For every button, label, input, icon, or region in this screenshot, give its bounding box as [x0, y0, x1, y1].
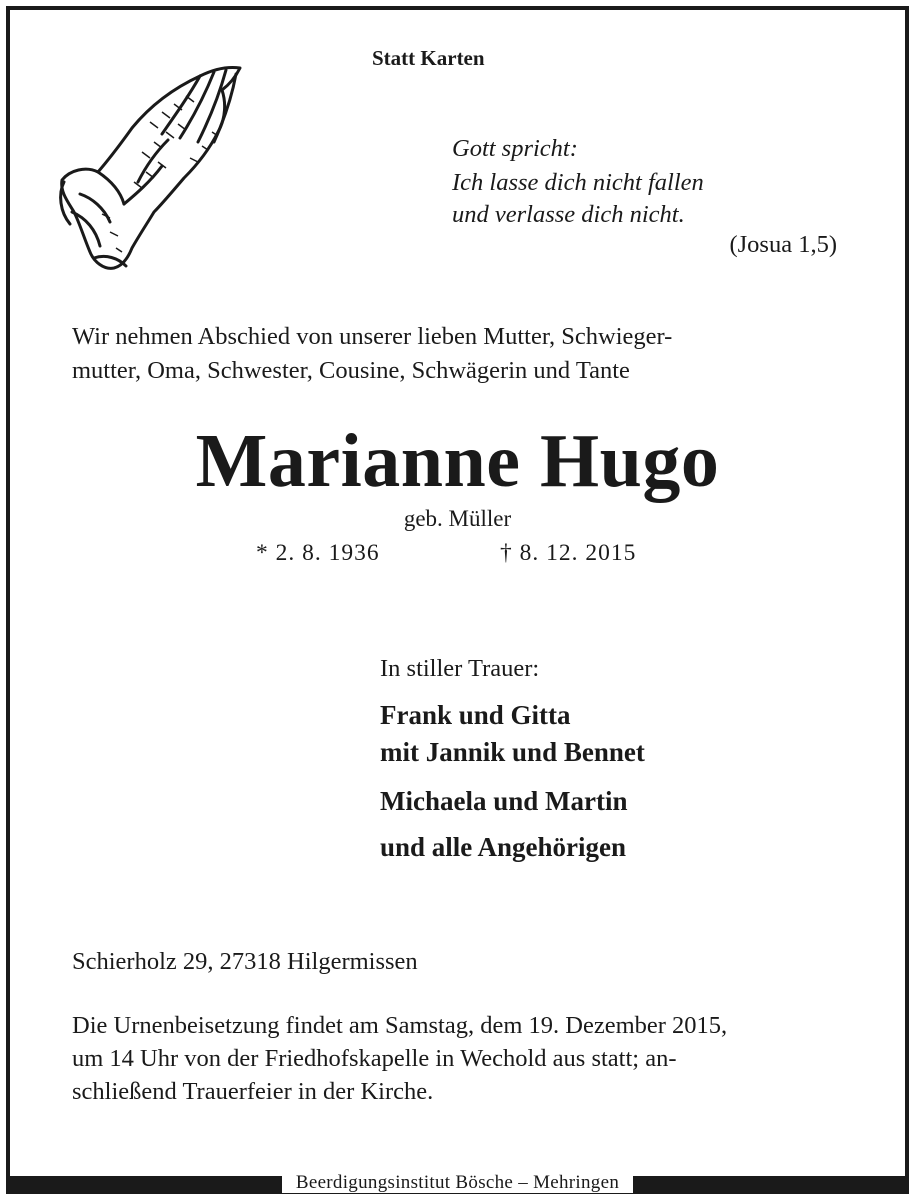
quote-line-2: Ich lasse dich nicht fallen — [452, 169, 704, 196]
mourners-heading: In stiller Trauer: — [380, 655, 540, 682]
mourner-line-4: und alle Angehörigen — [380, 832, 627, 862]
funeral-info-line-1: Die Urnenbeisetzung findet am Samstag, dem 19. Dezember 2015, — [72, 1012, 728, 1039]
footer — [0, 1172, 915, 1194]
mourner-line-1: Frank und Gitta — [380, 700, 571, 730]
praying-hands-icon — [50, 62, 255, 272]
header-label: Statt Karten — [372, 46, 485, 70]
mourner-line-3: Michaela und Martin — [380, 786, 628, 816]
funeral-info-line-3: schließend Trauerfeier in der Kirche. — [72, 1078, 434, 1105]
birth-date: * 2. 8. 1936 — [256, 540, 380, 566]
family-address: Schierholz 29, 27318 Hilgermissen — [72, 948, 418, 975]
mourner-line-2: mit Jannik und Bennet — [380, 737, 645, 767]
quote-reference: (Josua 1,5) — [729, 231, 837, 258]
deceased-name: Marianne Hugo — [195, 419, 720, 503]
intro-line-2: mutter, Oma, Schwester, Cousine, Schwägerin und Tante — [72, 357, 630, 384]
maiden-name: geb. Müller — [403, 506, 512, 531]
death-date: † 8. 12. 2015 — [500, 540, 637, 566]
quote-line-3: und verlasse dich nicht. — [452, 201, 685, 228]
funeral-info-line-2: um 14 Uhr von der Friedhofskapelle in Wechold aus statt; an- — [72, 1045, 677, 1072]
intro-line-1: Wir nehmen Abschied von unserer lieben Mutter, Schwieger- — [72, 323, 673, 350]
quote-line-1: Gott spricht: — [452, 135, 578, 162]
funeral-home-label: Beerdigungsinstitut Bösche – Mehringen — [282, 1172, 633, 1193]
